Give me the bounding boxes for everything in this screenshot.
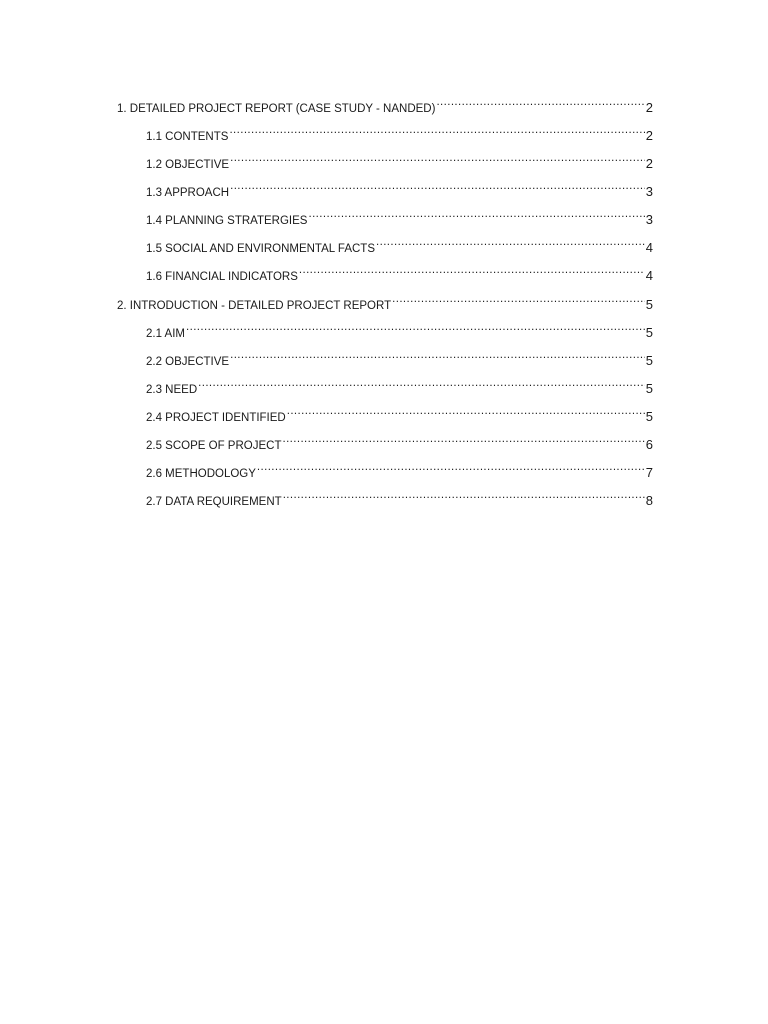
toc-entry[interactable] [146,429,653,452]
toc-page-number: 5 [645,325,653,340]
toc-dot-leader [299,260,645,280]
toc-entry-label: 1.5 SOCIAL AND ENVIRONMENTAL FACTS [146,243,375,255]
toc-dot-leader [257,457,645,477]
toc-page-number: 6 [645,437,653,452]
toc-entry-label: 2.2 OBJECTIVE [146,356,230,368]
toc-page-number: 2 [645,100,653,115]
toc-page-number: 7 [645,465,653,480]
toc-entry[interactable] [146,204,653,227]
toc-entry-label: 2.5 SCOPE OF PROJECT [146,440,282,452]
toc-page-number: 3 [645,212,653,227]
toc-entry[interactable] [117,92,653,115]
toc-entry[interactable] [146,345,653,368]
toc-entry[interactable] [146,485,653,508]
toc-entry[interactable] [146,148,653,171]
toc-entry-label: 1.3 APPROACH [146,187,230,199]
toc-dot-leader [308,204,644,224]
toc-entry-label: 1.2 OBJECTIVE [146,159,230,171]
toc-dot-leader [287,401,645,421]
toc-entry-label: 2.7 DATA REQUIREMENT [146,496,282,508]
toc-dot-leader [230,148,645,168]
toc-page-number: 5 [645,381,653,396]
toc-page-number: 4 [645,240,653,255]
toc-page-number: 2 [645,156,653,171]
toc-entry[interactable] [117,289,653,312]
toc-entry[interactable] [146,401,653,424]
toc-dot-leader [392,289,645,309]
toc-entry[interactable] [146,317,653,340]
toc-entry-label: 1.1 CONTENTS [146,131,229,143]
toc-entry-label: 2.6 METHODOLOGY [146,468,256,480]
toc-entry[interactable] [146,373,653,396]
toc-page-number: 5 [645,353,653,368]
toc-dot-leader [230,176,645,196]
toc-dot-leader [436,92,644,112]
toc-page-number: 2 [645,128,653,143]
toc-dot-leader [186,317,645,337]
toc-dot-leader [229,120,644,140]
toc-page-number: 5 [645,297,653,312]
toc-entry[interactable] [146,457,653,480]
toc-entry[interactable] [146,232,653,255]
toc-entry-label: 1.4 PLANNING STRATERGIES [146,215,308,227]
toc-entry[interactable] [146,176,653,199]
toc-dot-leader [282,429,644,449]
toc-entry-label: 1.6 FINANCIAL INDICATORS [146,271,298,283]
toc-entry[interactable] [146,120,653,143]
toc-entry-label: 1. DETAILED PROJECT REPORT (CASE STUDY - NANDED) [117,103,436,115]
toc-entry-label: 2. INTRODUCTION - DETAILED PROJECT REPORT [117,300,392,312]
toc-entry-label: 2.1 AIM [146,328,185,340]
toc-dot-leader [283,485,645,505]
toc-page-number: 8 [645,493,653,508]
toc-page-number: 3 [645,184,653,199]
toc-page-number: 4 [645,268,653,283]
toc-entry[interactable] [146,260,653,283]
toc-dot-leader [198,373,645,393]
toc-entry-label: 2.4 PROJECT IDENTIFIED [146,412,286,424]
toc-dot-leader [230,345,645,365]
toc-entry-label: 2.3 NEED [146,384,198,396]
toc-dot-leader [376,232,645,252]
toc-page-number: 5 [645,409,653,424]
